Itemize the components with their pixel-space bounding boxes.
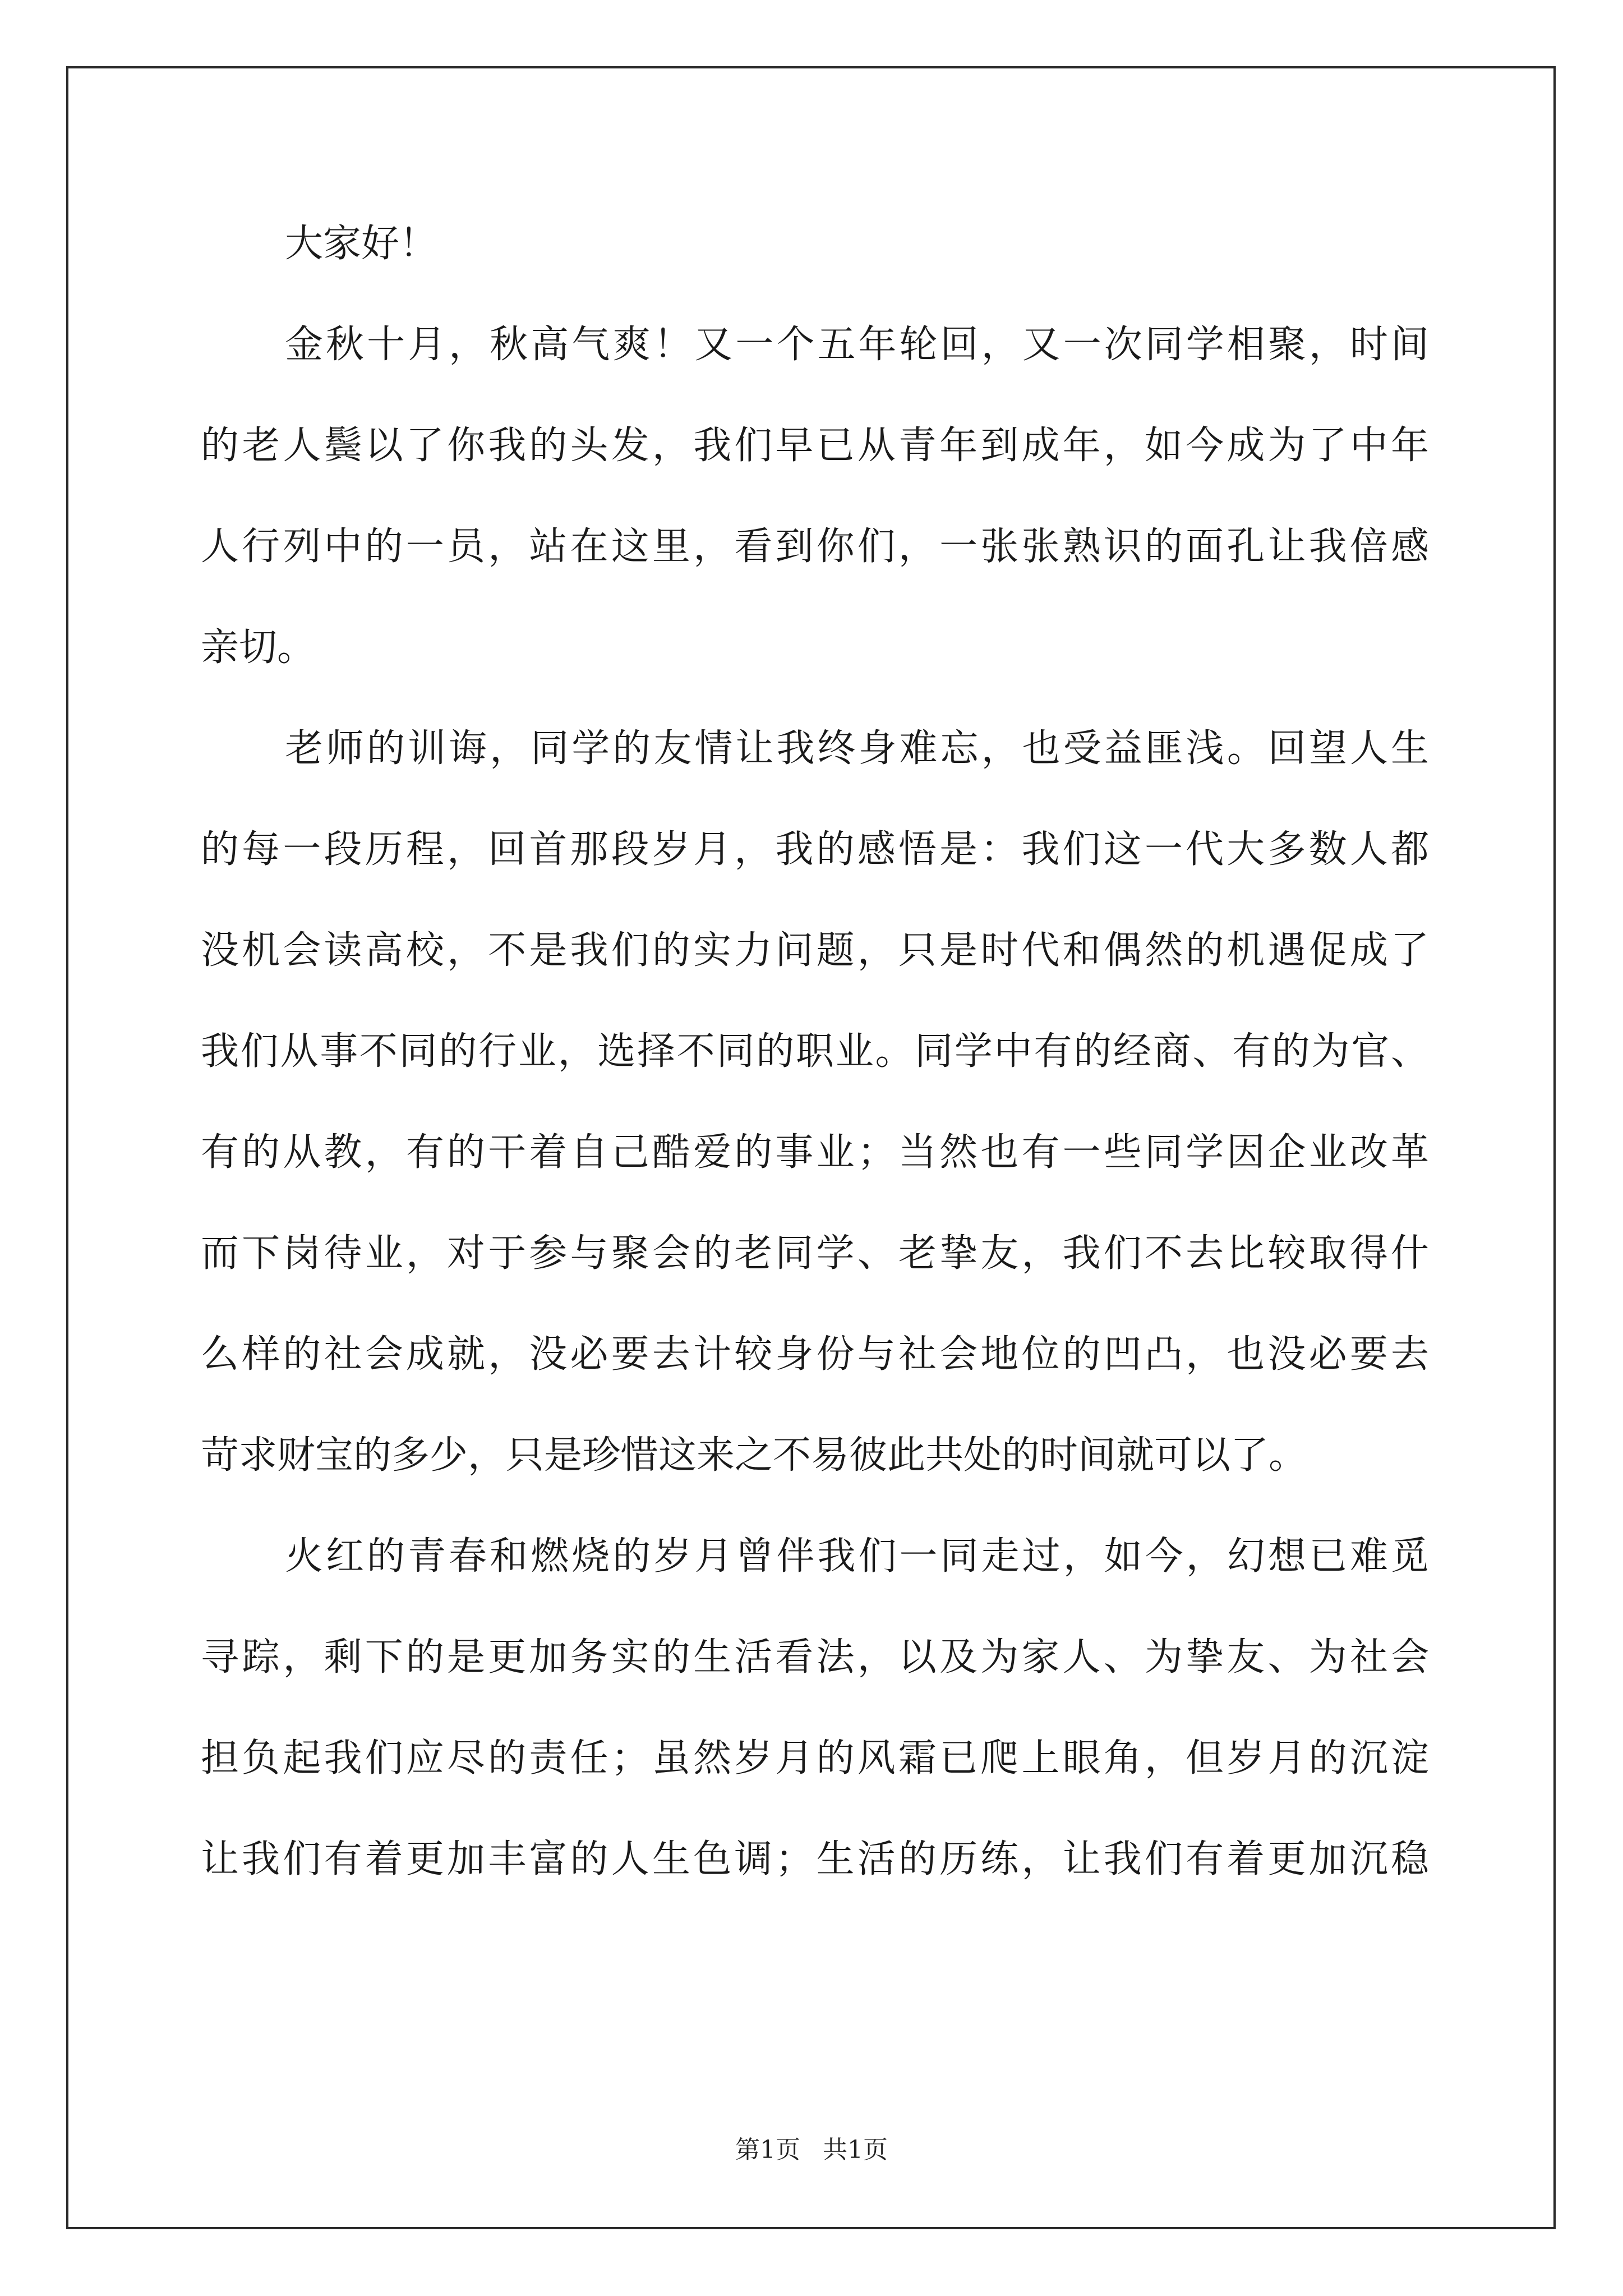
text-line: 苛求财宝的多少，只是珍惜这来之不易彼此共处的时间就可以了。 <box>201 1433 1307 1478</box>
text-line: 有的从教，有的干着自己酷爱的事业；当然也有一些同学因企业改革 <box>201 1130 1429 1175</box>
page-footer <box>0 2133 1623 2167</box>
text-line: 寻踪，剩下的是更加务实的生活看法，以及为家人、为挚友、为社会 <box>201 1635 1429 1680</box>
text-line: 没机会读高校，不是我们的实力问题，只是时代和偶然的机遇促成了 <box>201 928 1429 973</box>
text-line: 担负起我们应尽的责任；虽然岁月的风霜已爬上眼角，但岁月的沉淀 <box>201 1736 1429 1780</box>
text-line: 人行列中的一员，站在这里，看到你们，一张张熟识的面孔让我倍感 <box>201 524 1429 569</box>
text-line: 大家好！ <box>285 222 438 266</box>
text-line: 我们从事不同的行业，选择不同的职业。同学中有的经商、有的为官、 <box>201 1029 1429 1074</box>
text-line: 的每一段历程，回首那段岁月，我的感悟是：我们这一代大多数人都 <box>201 827 1429 872</box>
page-total: 共1页 <box>823 2136 888 2164</box>
text-line: 的老人鬓以了你我的头发，我们早已从青年到成年，如今成为了中年 <box>201 424 1429 468</box>
text-line: 而下岗待业，对于参与聚会的老同学、老挚友，我们不去比较取得什 <box>201 1231 1429 1276</box>
text-line: 么样的社会成就，没必要去计较身份与社会地位的凹凸，也没必要去 <box>201 1332 1429 1377</box>
text-line: 火红的青春和燃烧的岁月曾伴我们一同走过，如今，幻想已难觅 <box>285 1534 1429 1579</box>
text-line: 亲切。 <box>201 625 316 670</box>
text-line: 金秋十月，秋高气爽！又一个五年轮回，又一次同学相聚，时间 <box>285 323 1429 367</box>
page-number: 第1页 <box>735 2136 800 2164</box>
text-line: 让我们有着更加丰富的人生色调；生活的历练，让我们有着更加沉稳 <box>201 1837 1429 1881</box>
text-line: 老师的训诲，同学的友情让我终身难忘，也受益匪浅。回望人生 <box>285 726 1429 771</box>
